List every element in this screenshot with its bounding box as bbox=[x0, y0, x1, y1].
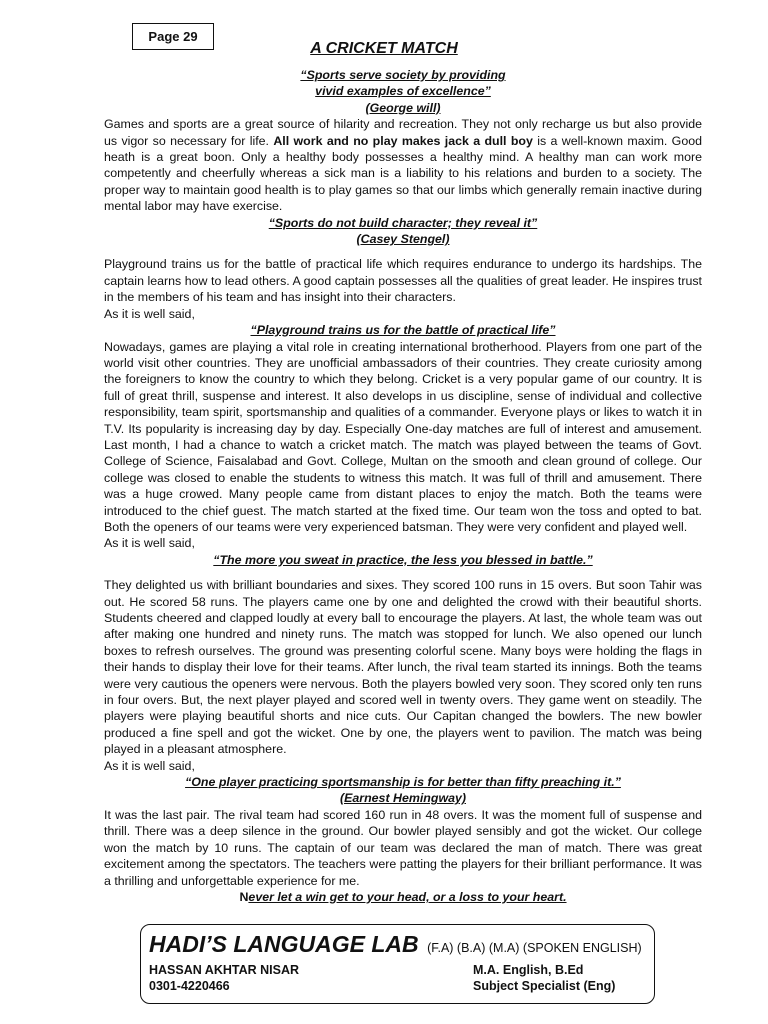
phone-number: 0301-4220466 bbox=[149, 979, 230, 993]
paragraph: Playground trains us for the battle of practical life which requires endurance to undergo its hardships. The captain learns how to lead others. A good captain possesses all the qualities of great leader. He inspires trust in the members of his team and has insight into their characters. bbox=[104, 257, 702, 305]
lab-heading bbox=[149, 931, 642, 958]
qualification: M.A. English, B.Ed bbox=[473, 963, 584, 977]
quote-line: vivid examples of excellence” bbox=[315, 84, 491, 99]
paragraph-text: As it is well said, bbox=[104, 536, 195, 551]
teacher-name: HASSAN AKHTAR NISAR bbox=[149, 963, 299, 977]
lab-name: HADI’S LANGUAGE LAB bbox=[149, 931, 419, 957]
quote-line: “The more you sweat in practice, the less you blessed in battle.” bbox=[213, 552, 593, 567]
paragraph: Nowadays, games are playing a vital role in creating international brotherhood. Players from one part of the world visit other countries. They are unofficial ambassadors of their countries. They create curiosity among the foreigners to know the country to which they belong. Cricket is a very popular game of our country. It is full of great thrill, suspense and interest. It also develops in us discipline, sense of individual and collective responsibility, team spirit, sportsmanship and qualities of a commander. Everyone plays or likes to watch it in T.V. Its popularity is increasing day by day. Especially One-day matches are full of interest and amusement. Last month, I had a chance to watch a cricket match. The match was played between the teams of Govt. College of Science, Faisalabad and Govt. College, Multan on the smooth and clean ground of college. Our college was closed to enable the students to witness this match. It was full of thrill and amusement. There was a huge crowed. Many people came from distant places to enjoy the match. Both the teams were introduced to the chief guest. The match started at the fixed time. Our team won the toss and opted to bat. Both the openers of our teams were very experienced batsman. They were very confident and played well. bbox=[104, 339, 702, 534]
quote-author: (Earnest Hemingway) bbox=[339, 791, 466, 806]
paragraph: It was the last pair. The rival team had scored 160 run in 48 overs. It was the moment full of suspense and thrill. There was a deep silence in the ground. Our bowler played sensibly and got the wicket. Our college won the match by 10 runs. The captain of our team was declared the man of match. There was great excitement among the spectators. The teachers were patting the players for their brilliant performance. It was a thrilling and unforgettable experience for me. bbox=[104, 807, 702, 888]
bold-maxim: All work and no play makes jack a dull boy bbox=[273, 133, 533, 148]
footer-box bbox=[140, 924, 655, 1004]
paragraph-text: Games and sports are a great source of hilarity and recreation. They not only recharge us but also provide us vigor so necessary for life. bbox=[104, 117, 702, 148]
paragraph-text: is a well-known maxim. Good heath is a great boon. Only a healthy body possesses a healthy mind. A healthy man can work more competently and cheerfully whereas a sick man is a liability to his relations and burden to a society. The proper way to maintain good health is to play games so that our limbs which generally remain inactive during mental labor may have exercise. bbox=[104, 133, 702, 214]
paragraph bbox=[104, 116, 702, 214]
page-number: Page 29 bbox=[148, 29, 198, 44]
quote-line: “One player practicing sportsmanship is for better than fifty preaching it.” bbox=[185, 775, 621, 790]
paragraph-text: As it is well said, bbox=[104, 758, 195, 773]
quote-line: “Sports do not build character; they reveal it” bbox=[268, 215, 538, 230]
closing-first-letter: N bbox=[239, 889, 249, 904]
paragraph: They delighted us with brilliant boundaries and sixes. They scored 100 runs in 15 overs. But soon Tahir was out. He scored 58 runs. The players came one by one and delighted the crowd with their beautiful shorts. Students cheered and clapped loudly at every ball to encourage the players. At last, the whole team was out after making one hundred and ninety runs. The match was stopped for lunch. We also opened our lunch boxes to refresh ourselves. The ground was presenting colorful scene. Many boys were holding the flags in their hands to display their love for their teams. After lunch, the rival team started its innings. Both the teams were very cautious the openers were nervous. Both the players bowled very soon. They scored only ten runs in four overs. But, the next player played and scored well in twenty overs. They game went on steadily. The players were playing beautiful shorts and nice cuts. Our Capitan changed the bowlers. The new bowler produced a fine spell and got the wicket. One by one, the players went to pavilion. The match was being played in a pleasant atmosphere. bbox=[104, 578, 702, 757]
quote-line: “Playground trains us for the battle of practical life” bbox=[250, 323, 556, 338]
quote-line: “Sports serve society by providing bbox=[300, 68, 506, 82]
quote-author: (George will) bbox=[365, 100, 441, 115]
closing-quote bbox=[104, 889, 702, 905]
paragraph-text: As it is well said, bbox=[104, 306, 195, 321]
article-body bbox=[104, 67, 702, 905]
designation: Subject Specialist (Eng) bbox=[473, 979, 616, 993]
quote-author: (Casey Stengel) bbox=[356, 232, 450, 247]
page-title: A CRICKET MATCH bbox=[310, 40, 458, 57]
closing-text: ever let a win get to your head, or a loss to your heart. bbox=[248, 889, 567, 904]
lab-courses: (F.A) (B.A) (M.A) (SPOKEN ENGLISH) bbox=[427, 941, 642, 955]
